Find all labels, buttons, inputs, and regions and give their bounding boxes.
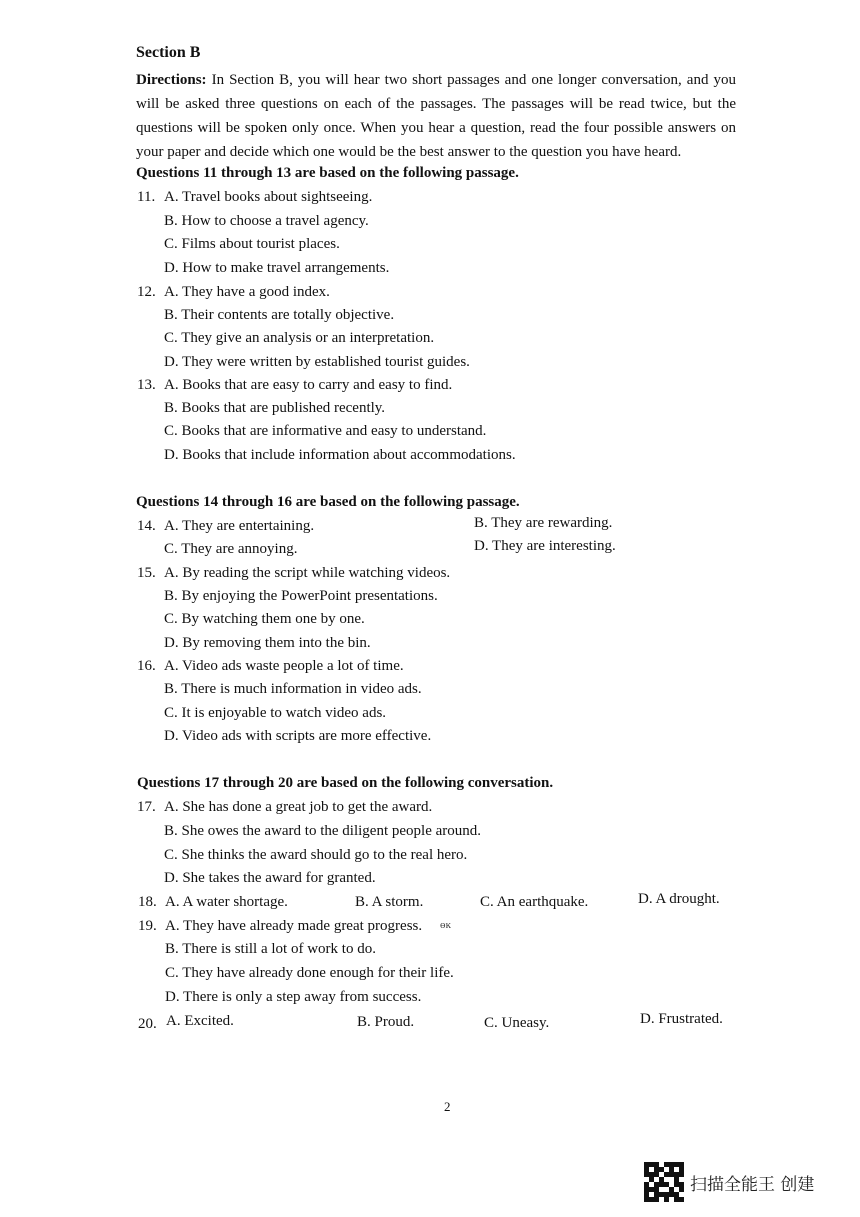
directions-label: Directions: — [136, 72, 207, 88]
option-d: D. Books that include information about accommodations. — [164, 447, 516, 463]
question-number: 18. — [138, 894, 157, 910]
option-c: C. It is enjoyable to watch video ads. — [164, 705, 387, 721]
option-d: D. Frustrated. — [640, 1011, 723, 1027]
option-c: C. Uneasy. — [484, 1015, 550, 1031]
option-a: A. A water shortage. — [165, 894, 288, 910]
question-number: 15. — [137, 565, 156, 581]
option-d: D. They are interesting. — [474, 538, 616, 554]
section-title: Section B — [136, 44, 201, 61]
page-number: 2 — [444, 1099, 451, 1114]
question-number: 13. — [137, 377, 156, 393]
question-number: 16. — [137, 658, 156, 674]
option-a: A. Video ads waste people a lot of time. — [164, 658, 404, 674]
option-d: D. They were written by established tourist guides. — [164, 354, 470, 370]
question-number: 19. — [138, 918, 157, 934]
group-heading: Questions 17 through 20 are based on the following conversation. — [137, 775, 554, 791]
option-c: C. Films about tourist places. — [164, 236, 340, 252]
question-number: 17. — [137, 799, 156, 815]
option-b: B. How to choose a travel agency. — [164, 213, 369, 229]
option-a: A. They have a good index. — [164, 284, 330, 300]
group-heading: Questions 14 through 16 are based on the following passage. — [136, 494, 520, 510]
question-number: 12. — [137, 284, 156, 300]
option-b: B. A storm. — [355, 894, 424, 910]
option-a: A. They are entertaining. — [164, 518, 315, 534]
option-a: A. Excited. — [166, 1013, 234, 1029]
option-d: D. A drought. — [638, 891, 720, 907]
option-a: A. By reading the script while watching videos. — [164, 565, 451, 581]
question-number: 11. — [137, 189, 156, 205]
option-d: D. There is only a step away from success. — [165, 989, 422, 1005]
option-a: A. Books that are easy to carry and easy to find. — [164, 377, 453, 393]
directions — [136, 68, 736, 164]
question-number: 20. — [138, 1016, 157, 1032]
option-b: B. There is still a lot of work to do. — [165, 941, 376, 957]
option-b: B. By enjoying the PowerPoint presentations. — [164, 588, 438, 604]
option-a: A. They have already made great progress. — [165, 918, 423, 934]
option-b: B. Books that are published recently. — [164, 400, 386, 416]
option-c: C. An earthquake. — [480, 894, 589, 910]
question-number: 14. — [137, 518, 156, 534]
option-b: B. They are rewarding. — [474, 515, 613, 531]
option-a: A. She has done a great job to get the award. — [164, 799, 433, 815]
option-a: A. Travel books about sightseeing. — [164, 189, 373, 205]
option-d: D. Video ads with scripts are more effective. — [164, 728, 432, 744]
option-c: C. She thinks the award should go to the real hero. — [164, 847, 468, 863]
qr-code-icon — [644, 1162, 684, 1202]
handwritten-mark: ɵĸ — [440, 919, 451, 931]
group-heading: Questions 11 through 13 are based on the following passage. — [136, 165, 519, 181]
option-d: D. She takes the award for granted. — [164, 870, 376, 886]
option-c: C. Books that are informative and easy to understand. — [164, 423, 487, 439]
option-d: D. By removing them into the bin. — [164, 635, 371, 651]
option-b: B. Their contents are totally objective. — [164, 307, 395, 323]
option-b: B. Proud. — [357, 1014, 415, 1030]
option-c: C. They have already done enough for their life. — [165, 965, 454, 981]
option-c: C. They are annoying. — [164, 541, 298, 557]
option-c: C. They give an analysis or an interpretation. — [164, 330, 435, 346]
option-b: B. She owes the award to the diligent people around. — [164, 823, 482, 839]
scanner-watermark — [644, 1162, 814, 1202]
option-c: C. By watching them one by one. — [164, 611, 365, 627]
directions-text: In Section B, you will hear two short passages and one longer conversation, and you will be asked three questions on each of the passages. The passages will be read twice, but the questions will be spoken only once. When you hear a question, read the four possible answers on your paper and decide which one would be the best answer to the question you have heard. — [136, 72, 736, 160]
footer-text: 扫描全能王 创建 — [690, 1174, 815, 1195]
option-d: D. How to make travel arrangements. — [164, 260, 390, 276]
option-b: B. There is much information in video ads. — [164, 681, 422, 697]
